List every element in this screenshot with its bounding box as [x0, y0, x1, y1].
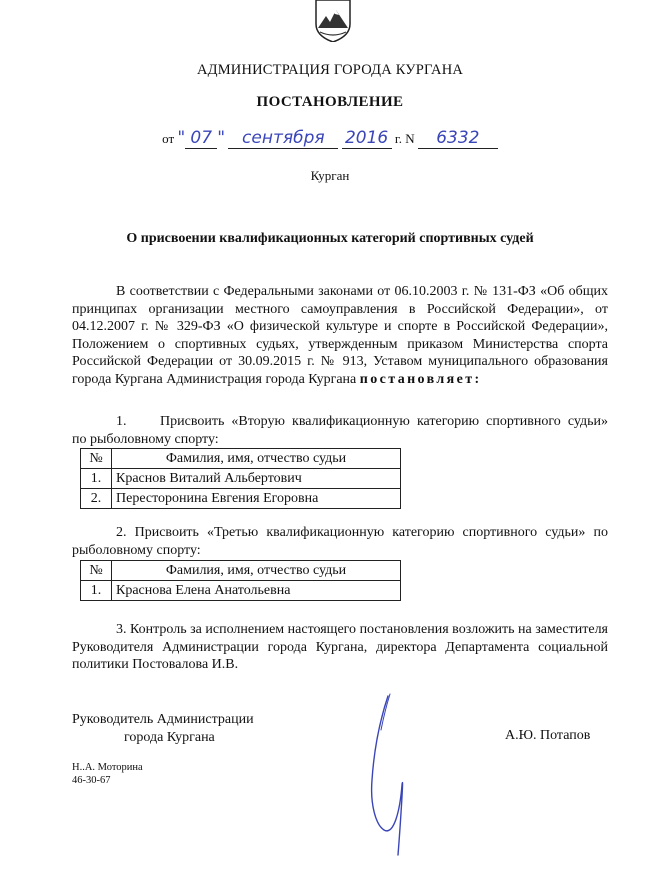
date-number-line: [0, 128, 660, 149]
column-header-number: №: [81, 449, 112, 469]
table-row: [81, 489, 401, 509]
preamble-paragraph: [72, 283, 608, 388]
item-1-number: 1.: [116, 414, 127, 429]
number-prefix: N: [405, 131, 415, 146]
column-header-name: Фамилия, имя, отчество судьи: [112, 449, 401, 469]
table-header-row: [81, 561, 401, 581]
judge-name: Краснов Виталий Альбертович: [112, 469, 401, 489]
year-suffix: г.: [394, 131, 402, 146]
handwritten-signature-icon: [350, 690, 430, 870]
table-header-row: [81, 449, 401, 469]
judge-name: Пересторонина Евгения Егоровна: [112, 489, 401, 509]
signatory-title-line-2: города Кургана: [124, 729, 215, 745]
executor-info: [72, 761, 143, 787]
row-number: 1.: [81, 469, 112, 489]
item-1-paragraph: [72, 413, 608, 448]
column-header-name: Фамилия, имя, отчество судьи: [112, 561, 401, 581]
judge-name: Краснова Елена Анатольевна: [112, 581, 401, 601]
date-prefix: от: [162, 131, 175, 146]
signatory-name: А.Ю. Потапов: [505, 728, 591, 743]
date-year: 2016: [342, 128, 392, 149]
document-type: ПОСТАНОВЛЕНИЕ: [256, 94, 404, 110]
organization-name: АДМИНИСТРАЦИЯ ГОРОДА КУРГАНА: [196, 62, 464, 78]
quote-close: ": [217, 128, 226, 148]
executor-name: Н..А. Моторина: [72, 762, 143, 773]
table-row: [81, 581, 401, 601]
column-header-number: №: [81, 561, 112, 581]
signatory-title-line-1: Руководитель Администрации: [72, 712, 254, 727]
document-subject: О присвоении квалификационных категорий спортивных судей: [126, 231, 534, 246]
coat-of-arms-icon: [312, 0, 354, 42]
row-number: 1.: [81, 581, 112, 601]
item-2-paragraph: 2. Присвоить «Третью квалификационную категорию спортивного судьи» по рыболовному спорту:: [72, 525, 608, 558]
city: Курган: [310, 168, 350, 183]
row-number: 2.: [81, 489, 112, 509]
date-month: сентября: [228, 128, 338, 149]
judges-table-third-category: [80, 560, 401, 601]
quote-open: ": [177, 128, 186, 148]
date-day: 07: [185, 128, 217, 149]
table-row: [81, 469, 401, 489]
preamble-text: В соответствии с Федеральными законами от 06.10.2003 г. № 131-ФЗ «Об общих принципах организации местного самоуправления в Российской Федерации», от 04.12.2007 г. № 329-ФЗ «О физической культуре и спорте в Российской Федерации», Положением о спортивных судьях, утвержденным приказом Министерства спорта Российской Федерации от 30.09.2015 г. № 913, Уставом муниципального образования города Кургана Администрация города Кургана: [72, 284, 608, 387]
judges-table-second-category: [80, 448, 401, 509]
signatory-title: [72, 711, 254, 746]
document-number: 6332: [418, 128, 498, 149]
resolves-word: постановляет:: [359, 371, 482, 387]
executor-phone: 46-30-67: [72, 775, 111, 786]
item-3-paragraph: 3. Контроль за исполнением настоящего постановления возложить на заместителя Руководителя Администрации города Кургана, директора Департамента социальной политики Постовалова И.В.: [72, 622, 608, 672]
item-1-text: Присвоить «Вторую квалификационную категорию спортивного судьи» по рыболовному спорту:: [72, 414, 608, 447]
